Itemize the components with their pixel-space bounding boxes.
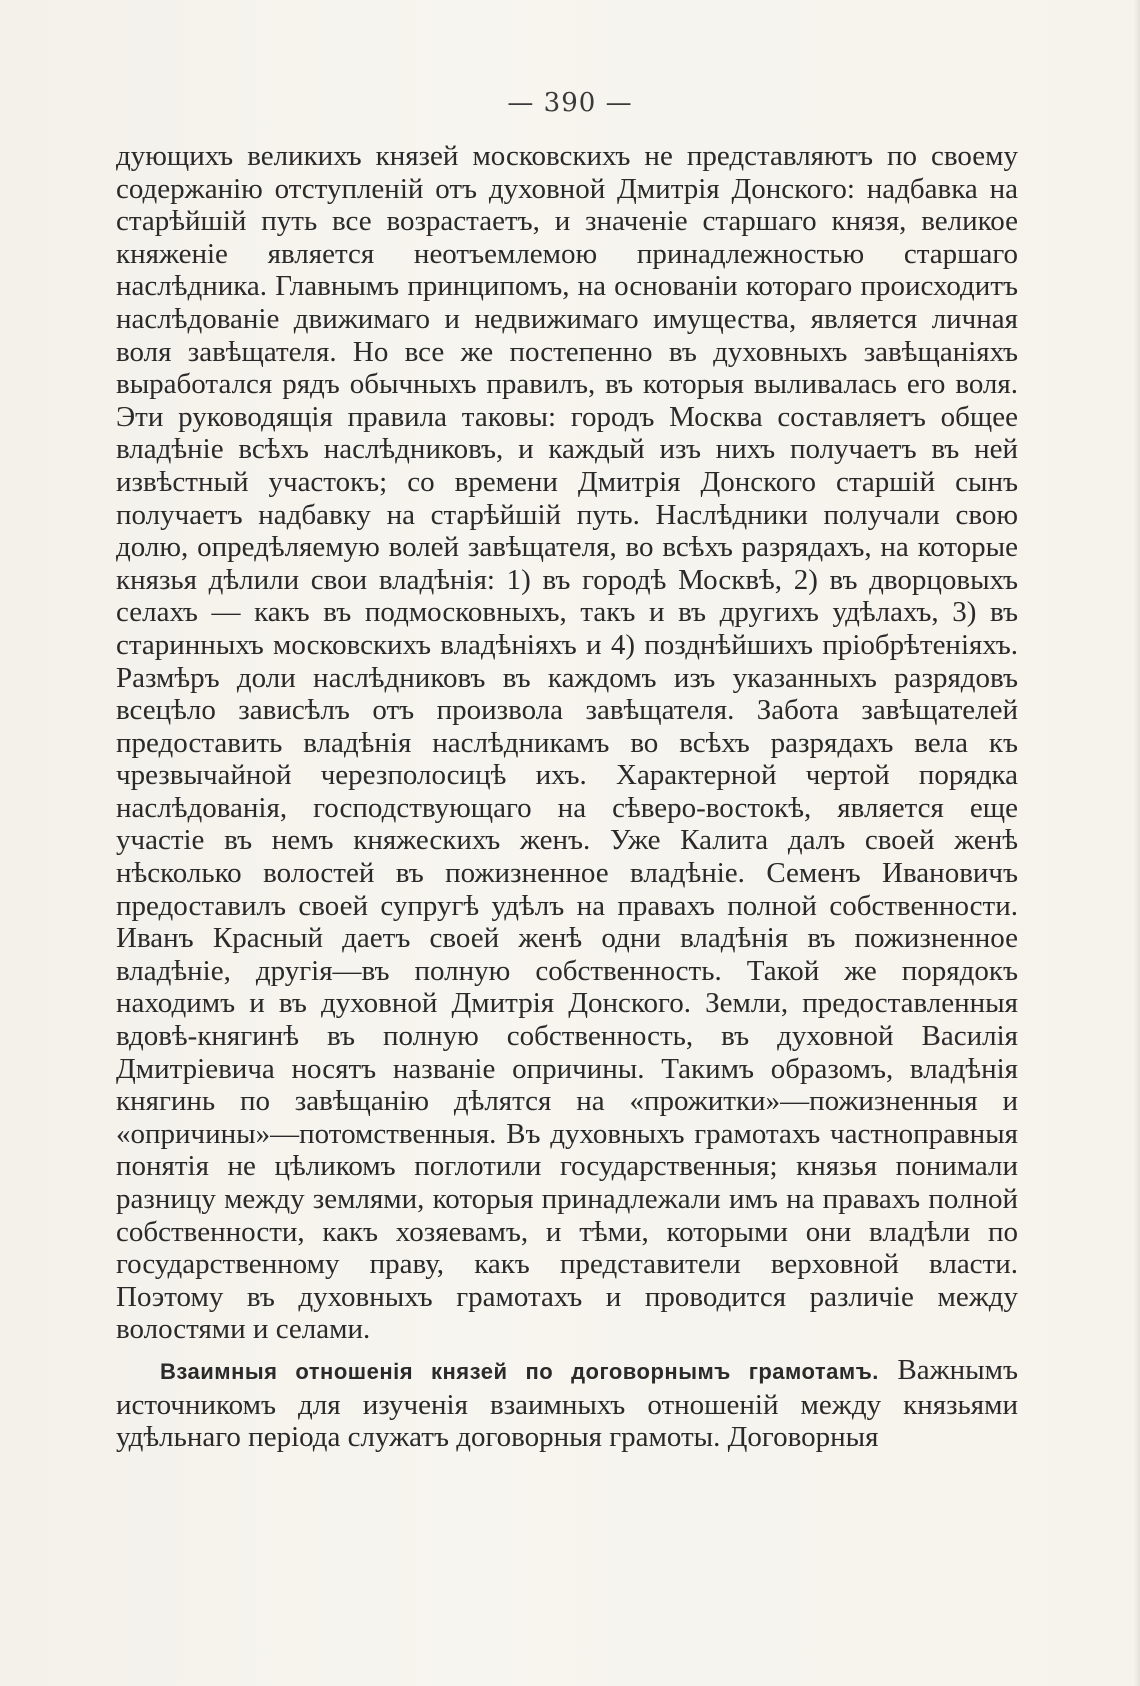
paragraph-section [116, 1354, 1018, 1454]
section-heading: Взаимныя отношенія князей по договорнымъ грамотамъ. [160, 1358, 879, 1384]
page-body [116, 140, 1018, 1454]
section-text: Важнымъ источникомъ для изученія взаимныхъ отношеній между князьями удѣльнаго періода служатъ договорныя грамоты. Договорныя [116, 1353, 1018, 1454]
page-edge-shadow [1134, 0, 1140, 1686]
paragraph-continuation: дующихъ великихъ князей московскихъ не представляютъ по своему содержанію отступленій отъ духовной Дмитрія Донского: надбавка на старѣйшій путь все возрастаетъ, и значеніе старшаго князя, великое княженіе является неотъемлемою принадлежностью старшаго наслѣдника. Главнымъ принципомъ, на основаніи котораго происходитъ наслѣдованіе движимаго и недвижимаго имущества, является личная воля завѣщателя. Но все же постепенно въ духовныхъ завѣщаніяхъ выработался рядъ обычныхъ правилъ, въ которыя выливалась его воля. Эти руководящія правила таковы: городъ Москва составляетъ общее владѣніе всѣхъ наслѣдниковъ, и каждый изъ нихъ получаетъ въ ней извѣстный участокъ; со времени Дмитрія Донского старшій сынъ получаетъ надбавку на старѣйшій путь. Наслѣдники получали свою долю, опредѣляемую волей завѣщателя, во всѣхъ разрядахъ, на которые князья дѣлили свои владѣнія: 1) въ городѣ Москвѣ, 2) въ дворцовыхъ селахъ — какъ въ подмосковныхъ, такъ и въ другихъ удѣлахъ, 3) въ старинныхъ московскихъ владѣніяхъ и 4) позднѣйшихъ пріобрѣтеніяхъ. Размѣръ доли наслѣдниковъ въ каждомъ изъ указанныхъ разрядовъ всецѣло зависѣлъ отъ произвола завѣщателя. Забота завѣщателей предоставить владѣнія наслѣдникамъ во всѣхъ разрядахъ вела къ чрезвычайной черезполосицѣ ихъ. Характерной чертой порядка наслѣдованія, господствующаго на сѣверо-востокѣ, является еще участіе въ немъ княжескихъ женъ. Уже Калита далъ своей женѣ нѣсколько волостей въ пожизненное владѣніе. Семенъ Ивановичъ предоставилъ своей супругѣ удѣлъ на правахъ полной собственности. Иванъ Красный даетъ своей женѣ одни владѣнія въ пожизненное владѣніе, другія—въ полную собственность. Такой же порядокъ находимъ и въ духовной Дмитрія Донского. Земли, предоставленныя вдовѣ-княгинѣ въ полную собственность, въ духовной Василія Дмитріевича носятъ названіе опричины. Такимъ образомъ, владѣнія княгинь по завѣщанію дѣлятся на «прожитки»—пожизненныя и «опричины»—потомственныя. Въ духовныхъ грамотахъ частноправныя понятія не цѣликомъ поглотили государственныя; князья понимали разницу между землями, которыя принадлежали имъ на правахъ полной собственности, какъ хозяевамъ, и тѣми, которыми они владѣли по государственному праву, какъ представители верховной власти. Поэтому въ духовныхъ грамотахъ и проводится различіе между волостями и селами. [116, 140, 1018, 1346]
page-number: — 390 — [507, 88, 633, 118]
